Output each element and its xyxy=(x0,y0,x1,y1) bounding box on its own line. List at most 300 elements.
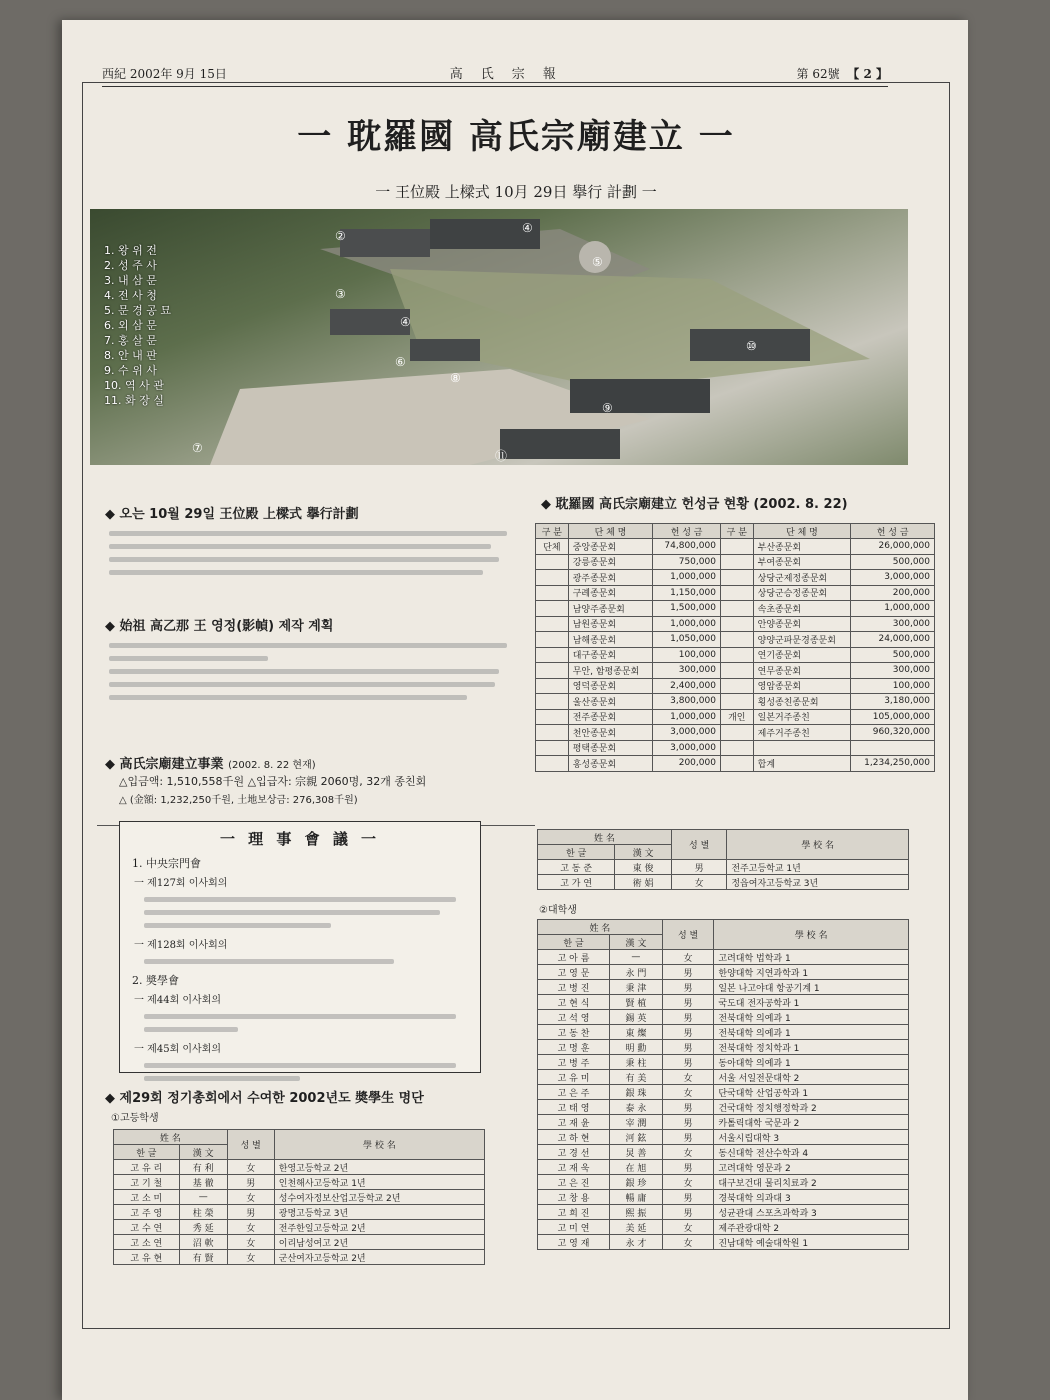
table-cell: 女 xyxy=(662,1220,714,1235)
table-cell: 부여종문회 xyxy=(753,554,851,570)
col-header-hanja: 漢 文 xyxy=(615,845,672,860)
table-cell: 건국대학 정치행정학과 2 xyxy=(714,1100,909,1115)
col-header-name: 姓 名 xyxy=(114,1130,228,1145)
table-cell: 男 xyxy=(662,1040,714,1055)
table-cell: 女 xyxy=(662,950,714,965)
table-cell: 부산종문회 xyxy=(753,539,851,555)
table-cell: 제주거주종친 xyxy=(753,725,851,741)
table-cell: 고 기 철 xyxy=(114,1175,180,1190)
table-cell: 300,000 xyxy=(851,616,935,632)
table-cell: 泰 永 xyxy=(610,1100,663,1115)
table-cell: 1,000,000 xyxy=(653,616,721,632)
table-cell: 고 가 연 xyxy=(538,875,615,890)
table-cell: 有 賢 xyxy=(179,1250,227,1265)
article-frame xyxy=(82,82,950,1329)
table-cell: 광명고등학교 3년 xyxy=(274,1205,484,1220)
table-cell: 男 xyxy=(671,860,726,875)
legend-item: 8. 안 내 판 xyxy=(104,349,157,362)
table-cell: 1,000,000 xyxy=(653,570,721,586)
table-row xyxy=(538,1220,909,1235)
table-cell xyxy=(536,570,569,586)
table-cell: 홍성종문회 xyxy=(568,756,653,772)
table-cell: 구례종문회 xyxy=(568,585,653,601)
table-cell: 양양군파문경종문회 xyxy=(753,632,851,648)
photo-marker: ④ xyxy=(400,315,411,329)
table-cell: 術 娟 xyxy=(615,875,672,890)
table-row xyxy=(114,1190,485,1205)
table-cell: 100,000 xyxy=(851,678,935,694)
table-cell: 고 아 름 xyxy=(538,950,610,965)
legend-item: 3. 내 삼 문 xyxy=(104,274,157,287)
photo-illustration xyxy=(90,209,908,465)
table-cell: 女 xyxy=(671,875,726,890)
table-cell: — xyxy=(179,1190,227,1205)
table-cell xyxy=(720,570,753,586)
table-cell: 錫 英 xyxy=(610,1010,663,1025)
table-cell: 有 利 xyxy=(179,1160,227,1175)
table-cell: 100,000 xyxy=(653,647,721,663)
table-cell: 男 xyxy=(227,1205,274,1220)
photo-marker: ⑧ xyxy=(450,371,461,385)
table-cell xyxy=(536,616,569,632)
table-row xyxy=(538,1085,909,1100)
table-cell: 대구보건대 물리치료과 2 xyxy=(714,1175,909,1190)
fund-row xyxy=(536,663,935,679)
table-cell: 1,500,000 xyxy=(653,601,721,617)
table-cell: 有 美 xyxy=(610,1070,663,1085)
table-cell: 단체 xyxy=(536,539,569,555)
table-cell xyxy=(720,725,753,741)
fund-row xyxy=(536,694,935,710)
table-cell: 한양대학 지연과학과 1 xyxy=(714,965,909,980)
table-cell: 銀 珠 xyxy=(610,1085,663,1100)
table-cell xyxy=(536,585,569,601)
table-cell: 明 勳 xyxy=(610,1040,663,1055)
table-cell: 銀 珍 xyxy=(610,1175,663,1190)
table-cell: 男 xyxy=(662,980,714,995)
fund-row xyxy=(536,585,935,601)
col-header-gender: 성 별 xyxy=(227,1130,274,1160)
table-cell xyxy=(720,694,753,710)
table-row xyxy=(538,1040,909,1055)
table-cell: 男 xyxy=(662,1100,714,1115)
meeting-text xyxy=(144,959,456,964)
university-label: ②대학생 xyxy=(539,905,577,916)
col-header-school: 學 校 名 xyxy=(714,920,909,950)
photo-marker: ⑨ xyxy=(602,401,613,415)
table-cell: 沼 軟 xyxy=(179,1235,227,1250)
table-cell: 熙 振 xyxy=(610,1205,663,1220)
table-cell: 3,000,000 xyxy=(653,725,721,741)
table-cell: 고 명 훈 xyxy=(538,1040,610,1055)
table-cell: 경북대학 의과대 3 xyxy=(714,1190,909,1205)
table-cell: 3,180,000 xyxy=(851,694,935,710)
table-row xyxy=(538,1160,909,1175)
table-cell xyxy=(720,554,753,570)
col-header: 헌 성 금 xyxy=(851,524,935,539)
table-cell: 고 현 식 xyxy=(538,995,610,1010)
table-cell: 1,000,000 xyxy=(851,601,935,617)
col-header-school: 學 校 名 xyxy=(274,1130,484,1160)
table-cell: 秉 柱 xyxy=(610,1055,663,1070)
table-cell: 女 xyxy=(227,1235,274,1250)
meeting-item: 一 제128회 이사회의 xyxy=(134,940,228,951)
table-cell: 고 미 연 xyxy=(538,1220,610,1235)
table-cell: 횡성종친종문회 xyxy=(753,694,851,710)
table-cell: 宰 潤 xyxy=(610,1115,663,1130)
fund-title: ◆ 耽羅國 高氏宗廟建立 헌성금 현황 (2002. 8. 22) xyxy=(541,493,848,512)
table-cell: 고 동 찬 xyxy=(538,1025,610,1040)
table-cell xyxy=(720,632,753,648)
table-cell: 女 xyxy=(662,1085,714,1100)
table-cell: 전주고등학교 1년 xyxy=(727,860,909,875)
table-cell: 男 xyxy=(662,1055,714,1070)
col-header-hanja: 漢 文 xyxy=(179,1145,227,1160)
table-row xyxy=(114,1220,485,1235)
col-header-gender: 성 별 xyxy=(662,920,714,950)
table-cell: 고 희 진 xyxy=(538,1205,610,1220)
photo-marker: ② xyxy=(335,229,346,243)
table-cell: 105,000,000 xyxy=(851,709,935,725)
legend-item: 5. 문 경 공 묘 xyxy=(104,304,171,317)
table-cell xyxy=(720,616,753,632)
photo-marker: ③ xyxy=(335,287,346,301)
table-cell xyxy=(720,647,753,663)
table-cell: 1,000,000 xyxy=(653,709,721,725)
table-cell: 고 재 욱 xyxy=(538,1160,610,1175)
table-row xyxy=(538,1175,909,1190)
ceremony-article-text xyxy=(109,523,507,583)
table-cell: 연무종문회 xyxy=(753,663,851,679)
photo-marker: ⑩ xyxy=(746,339,757,353)
table-cell: 중앙종문회 xyxy=(568,539,653,555)
fund-row xyxy=(536,616,935,632)
table-cell: 속초종문회 xyxy=(753,601,851,617)
table-cell: 男 xyxy=(662,1205,714,1220)
table-row xyxy=(538,965,909,980)
table-cell: 고 소 연 xyxy=(114,1235,180,1250)
table-cell: 東 俊 xyxy=(615,860,672,875)
university-table xyxy=(537,919,909,1250)
table-cell: 고 유 리 xyxy=(114,1160,180,1175)
table-cell: 성수여자정보산업고등학교 2년 xyxy=(274,1190,484,1205)
table-cell: 일본 나고야대 항공기계 1 xyxy=(714,980,909,995)
table-cell: 男 xyxy=(662,1190,714,1205)
col-header: 구 분 xyxy=(536,524,569,539)
table-cell: 고 영 문 xyxy=(538,965,610,980)
table-cell: 男 xyxy=(662,995,714,1010)
table-cell: 고 유 미 xyxy=(538,1070,610,1085)
table-cell: 동아대학 의예과 1 xyxy=(714,1055,909,1070)
table-cell: 무안, 함평종문회 xyxy=(568,663,653,679)
table-cell: 300,000 xyxy=(653,663,721,679)
table-cell: 秉 津 xyxy=(610,980,663,995)
table-cell: 女 xyxy=(662,1175,714,1190)
legend-item: 11. 화 장 실 xyxy=(104,394,164,407)
section-title-project: ◆ 高氏宗廟建立事業 (2002. 8. 22 현재) xyxy=(105,753,316,772)
table-cell: 26,000,000 xyxy=(851,539,935,555)
fund-row xyxy=(536,740,935,756)
table-cell xyxy=(536,694,569,710)
table-cell: 고 재 윤 xyxy=(538,1115,610,1130)
table-cell: 500,000 xyxy=(851,554,935,570)
aerial-rendering-photo xyxy=(90,209,908,465)
fund-row xyxy=(536,601,935,617)
table-cell: 男 xyxy=(662,1010,714,1025)
table-cell xyxy=(720,539,753,555)
table-cell: 女 xyxy=(227,1250,274,1265)
table-cell: 3,000,000 xyxy=(653,740,721,756)
table-cell xyxy=(536,725,569,741)
table-cell: 河 鉉 xyxy=(610,1130,663,1145)
table-cell: 남양주종문회 xyxy=(568,601,653,617)
table-row xyxy=(538,1190,909,1205)
table-cell: 상당군제정종문회 xyxy=(753,570,851,586)
table-cell: 전북대학 의예과 1 xyxy=(714,1025,909,1040)
table-cell: 男 xyxy=(662,1130,714,1145)
table-row xyxy=(538,860,909,875)
table-cell: 고 병 진 xyxy=(538,980,610,995)
col-header-name: 姓 名 xyxy=(538,830,672,845)
table-row xyxy=(538,875,909,890)
table-cell: 고 소 미 xyxy=(114,1190,180,1205)
fund-table xyxy=(535,523,935,772)
table-row xyxy=(538,1025,909,1040)
table-cell: 在 旭 xyxy=(610,1160,663,1175)
table-cell: 고 영 재 xyxy=(538,1235,610,1250)
table-cell: 성균관대 스포츠과학과 3 xyxy=(714,1205,909,1220)
photo-marker: ⑤ xyxy=(592,255,603,269)
section-title-ceremony: ◆ 오는 10월 29일 王位殿 上樑式 擧行計劃 xyxy=(105,503,359,522)
table-cell xyxy=(536,632,569,648)
legend-item: 10. 역 사 관 xyxy=(104,379,164,392)
table-cell: 女 xyxy=(227,1220,274,1235)
newspaper-page xyxy=(62,20,968,1400)
table-cell: 카톨릭대학 국문과 2 xyxy=(714,1115,909,1130)
table-cell: 200,000 xyxy=(653,756,721,772)
table-cell: 동신대학 전산수학과 4 xyxy=(714,1145,909,1160)
table-cell: 안양종문회 xyxy=(753,616,851,632)
scholarship-title: ◆ 제29회 정기총회에서 수여한 2002년도 奬學生 명단 xyxy=(105,1087,424,1106)
col-header-hangul: 한 글 xyxy=(538,935,610,950)
col-header-gender: 성 별 xyxy=(671,830,726,860)
table-cell: 합계 xyxy=(753,756,851,772)
table-cell: — xyxy=(610,950,663,965)
table-cell: 고 창 용 xyxy=(538,1190,610,1205)
table-cell: 고 수 연 xyxy=(114,1220,180,1235)
issue-number: 第 62號 【 2 】 xyxy=(796,67,888,81)
high-school-table xyxy=(113,1129,485,1265)
legend-item: 6. 외 삼 문 xyxy=(104,319,157,332)
col-header-school: 學 校 名 xyxy=(727,830,909,860)
table-cell: 고 은 진 xyxy=(538,1175,610,1190)
table-cell: 천안종문회 xyxy=(568,725,653,741)
table-row xyxy=(538,1055,909,1070)
table-row xyxy=(538,1100,909,1115)
meeting-item: 一 제44회 이사회의 xyxy=(134,995,222,1006)
high-school-label: ①고등학생 xyxy=(111,1113,159,1124)
photo-marker: ⑦ xyxy=(192,441,203,455)
legend-item: 7. 홍 살 문 xyxy=(104,334,157,347)
table-cell: 男 xyxy=(662,1025,714,1040)
table-cell: 진남대학 예술대학원 1 xyxy=(714,1235,909,1250)
fund-row xyxy=(536,539,935,555)
project-detail-line: △ (金額: 1,232,250千원, 土地보상금: 276,308千원) xyxy=(119,795,358,806)
fund-row xyxy=(536,756,935,772)
col-header-hanja: 漢 文 xyxy=(610,935,663,950)
table-cell xyxy=(720,601,753,617)
table-cell: 고 석 영 xyxy=(538,1010,610,1025)
table-cell: 1,050,000 xyxy=(653,632,721,648)
table-cell: 500,000 xyxy=(851,647,935,663)
table-cell: 전북대학 정치학과 1 xyxy=(714,1040,909,1055)
table-cell xyxy=(720,756,753,772)
table-row xyxy=(114,1235,485,1250)
table-row xyxy=(114,1250,485,1265)
meeting-heading: 1. 中央宗門會 xyxy=(132,857,201,870)
table-cell: 柱 榮 xyxy=(179,1205,227,1220)
table-row xyxy=(538,1235,909,1250)
table-cell: 광주종문회 xyxy=(568,570,653,586)
table-cell: 暢 庸 xyxy=(610,1190,663,1205)
photo-marker: ⑪ xyxy=(495,449,508,463)
table-row xyxy=(538,1130,909,1145)
photo-legend xyxy=(104,243,171,408)
table-row xyxy=(538,980,909,995)
table-cell: 고 하 현 xyxy=(538,1130,610,1145)
table-cell: 300,000 xyxy=(851,663,935,679)
table-cell: 永 才 xyxy=(610,1235,663,1250)
table-row xyxy=(538,1115,909,1130)
table-cell: 국도대 전자공학과 1 xyxy=(714,995,909,1010)
photo-marker: ④ xyxy=(522,221,533,235)
table-cell: 울산종문회 xyxy=(568,694,653,710)
col-header-name: 姓 名 xyxy=(538,920,663,935)
table-row xyxy=(114,1205,485,1220)
table-cell xyxy=(720,740,753,756)
table-cell: 男 xyxy=(662,965,714,980)
table-cell: 3,800,000 xyxy=(653,694,721,710)
table-row xyxy=(114,1175,485,1190)
table-cell: 대구종문회 xyxy=(568,647,653,663)
table-cell: 인천해사고등학교 1년 xyxy=(274,1175,484,1190)
table-cell: 東 燦 xyxy=(610,1025,663,1040)
table-cell xyxy=(536,756,569,772)
table-cell: 1,234,250,000 xyxy=(851,756,935,772)
table-cell: 고 경 선 xyxy=(538,1145,610,1160)
table-cell: 男 xyxy=(662,1115,714,1130)
table-cell: 고 은 주 xyxy=(538,1085,610,1100)
table-cell: 炅 善 xyxy=(610,1145,663,1160)
table-cell: 男 xyxy=(662,1160,714,1175)
table-cell: 강릉종문회 xyxy=(568,554,653,570)
table-cell: 3,000,000 xyxy=(851,570,935,586)
table-cell: 秀 延 xyxy=(179,1220,227,1235)
table-cell xyxy=(536,554,569,570)
meeting-item: 一 제45회 이사회의 xyxy=(134,1044,222,1055)
board-meeting-box xyxy=(119,821,481,1073)
table-cell: 영암종문회 xyxy=(753,678,851,694)
legend-item: 1. 왕 위 전 xyxy=(104,244,157,257)
col-header: 단 체 명 xyxy=(753,524,851,539)
table-cell: 평택종문회 xyxy=(568,740,653,756)
subheadline: 一 王位殿 上樑式 10月 29日 擧行 計劃 一 xyxy=(375,183,657,201)
table-cell: 女 xyxy=(662,1070,714,1085)
table-cell: 영덕종문회 xyxy=(568,678,653,694)
col-header-hangul: 한 글 xyxy=(114,1145,180,1160)
fund-row xyxy=(536,632,935,648)
table-cell: 남해종문회 xyxy=(568,632,653,648)
table-cell: 女 xyxy=(227,1160,274,1175)
table-cell: 서울 서일전문대학 2 xyxy=(714,1070,909,1085)
table-cell: 군산여자고등학교 2년 xyxy=(274,1250,484,1265)
project-amount-line: △입금액: 1,510,558千원 △입급자: 宗親 2060명, 32개 종친회 xyxy=(119,775,427,788)
table-cell xyxy=(536,709,569,725)
legend-item: 2. 성 주 사 xyxy=(104,259,157,272)
meeting-text xyxy=(144,1063,456,1081)
table-row xyxy=(538,995,909,1010)
table-cell: 基 徹 xyxy=(179,1175,227,1190)
table-cell: 2,400,000 xyxy=(653,678,721,694)
table-cell xyxy=(536,678,569,694)
photo-marker: ⑥ xyxy=(395,355,406,369)
table-cell: 한영고등학교 2년 xyxy=(274,1160,484,1175)
table-row xyxy=(538,950,909,965)
table-cell: 고려대학 영문과 2 xyxy=(714,1160,909,1175)
table-cell: 女 xyxy=(662,1145,714,1160)
table-cell: 750,000 xyxy=(653,554,721,570)
legend-item: 4. 전 사 청 xyxy=(104,289,157,302)
table-row xyxy=(538,1205,909,1220)
legend-item: 9. 수 위 사 xyxy=(104,364,157,377)
fund-header-row xyxy=(536,524,935,539)
issue-date: 西紀 2002年 9月 15日 xyxy=(102,67,227,81)
table-cell: 전주종문회 xyxy=(568,709,653,725)
table-cell: 전주한일고등학교 2년 xyxy=(274,1220,484,1235)
table-cell: 정읍여자고등학교 3년 xyxy=(727,875,909,890)
table-cell: 女 xyxy=(662,1235,714,1250)
table-cell: 상당군승정종문회 xyxy=(753,585,851,601)
table-row xyxy=(538,1070,909,1085)
headline: 一 耽羅國 高氏宗廟建立 一 xyxy=(297,117,735,157)
table-cell: 개인 xyxy=(720,709,753,725)
table-cell: 단국대학 산업공학과 1 xyxy=(714,1085,909,1100)
meeting-item: 一 제127회 이사회의 xyxy=(134,878,228,889)
table-cell: 24,000,000 xyxy=(851,632,935,648)
table-cell: 고 유 현 xyxy=(114,1250,180,1265)
table-cell: 74,800,000 xyxy=(653,539,721,555)
table-cell: 男 xyxy=(227,1175,274,1190)
table-cell: 1,150,000 xyxy=(653,585,721,601)
fund-row xyxy=(536,647,935,663)
table-cell xyxy=(720,663,753,679)
fund-row xyxy=(536,678,935,694)
table-cell: 제주관광대학 2 xyxy=(714,1220,909,1235)
meeting-heading: 2. 奬學會 xyxy=(132,974,179,987)
table-cell: 200,000 xyxy=(851,585,935,601)
paper-name: 高氏宗報 xyxy=(449,67,574,82)
table-cell: 永 門 xyxy=(610,965,663,980)
table-cell xyxy=(851,740,935,756)
fund-row xyxy=(536,554,935,570)
table-cell: 美 延 xyxy=(610,1220,663,1235)
table-cell xyxy=(536,740,569,756)
col-header-hangul: 한 글 xyxy=(538,845,615,860)
table-cell: 女 xyxy=(227,1190,274,1205)
table-cell xyxy=(536,647,569,663)
table-cell xyxy=(720,678,753,694)
top-students-table xyxy=(537,829,909,890)
